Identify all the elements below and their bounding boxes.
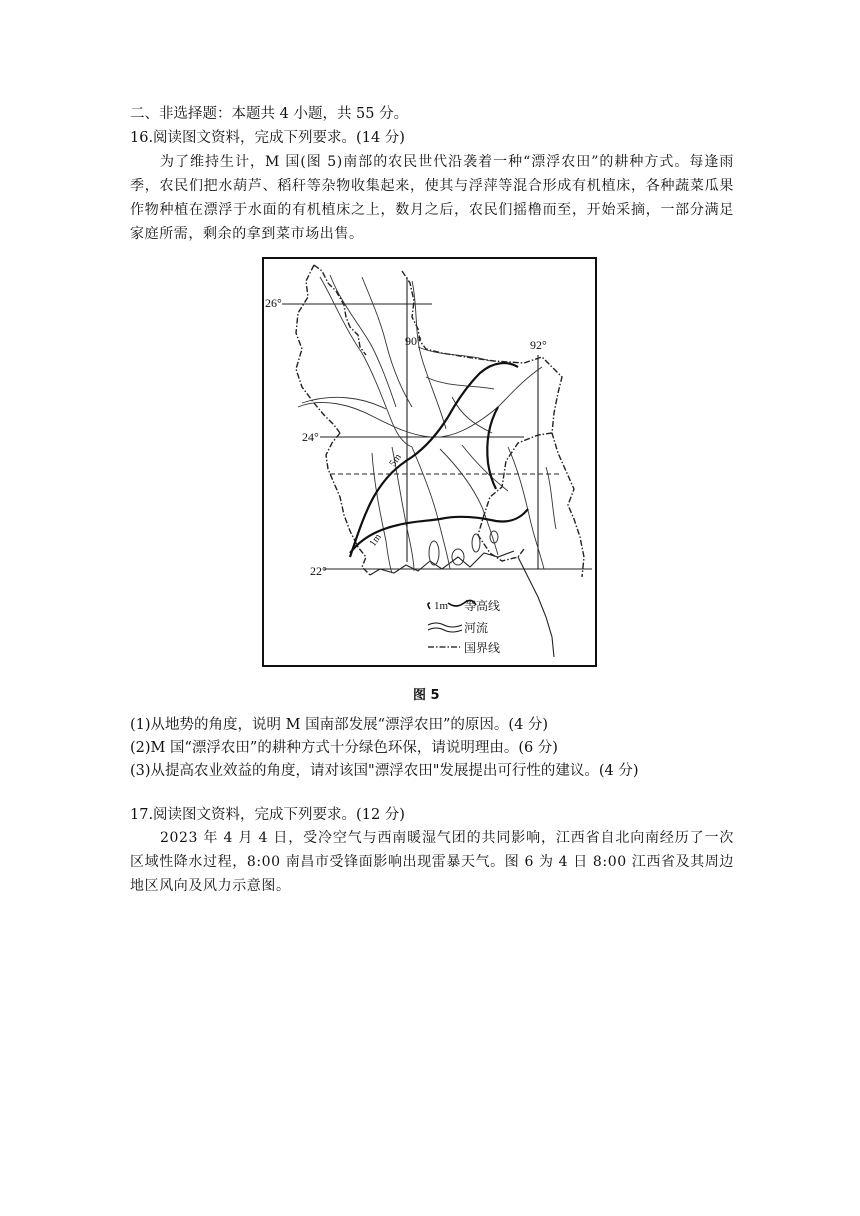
q16-question-2: (2)M 国“漂浮农田”的耕种方式十分绿色环保，请说明理由。(6 分) xyxy=(130,740,558,756)
q16-passage: 为了维持生计，M 国(图 5)南部的农民世代沿袭着一种“漂浮农田”的耕种方式。每逢雨季，农民们把水葫芦、稻秆等杂物收集起来，使其与浮萍等混合形成有机植床，各种蔬菜瓜果作物种植在漂浮于水面的有机植床之上，数月之后，农民们摇橹而至，开始采摘，一部分满足家庭所需，剩余的拿到菜市场出售。 xyxy=(130,154,734,242)
legend-contour-symbol: 1m xyxy=(434,600,449,612)
legend-contour-label: 等高线 xyxy=(464,599,501,613)
q16-question-1: (1)从地势的角度，说明 M 国南部发展“漂浮农田”的原因。(4 分) xyxy=(130,717,549,733)
lat-label-24: 24° xyxy=(302,430,319,444)
lat-label-26: 26° xyxy=(265,296,282,310)
contour-label-1m: 1m xyxy=(367,531,384,549)
lon-label-92: 92° xyxy=(530,338,547,352)
lat-label-22: 22° xyxy=(310,564,327,578)
q16-question-3: (3)从提高农业效益的角度，请对该国"漂浮农田"发展提出可行性的建议。(4 分) xyxy=(130,763,639,779)
legend-border-label: 国界线 xyxy=(464,641,501,655)
legend-river-label: 河流 xyxy=(464,621,489,635)
q17-header: 17.阅读图文资料，完成下列要求。(12 分) xyxy=(130,807,405,823)
q17-passage: 2023 年 4 月 4 日，受冷空气与西南暖湿气团的共同影响，江西省自北向南经历了一次区域性降水过程，8:00 南昌市受锋面影响出现雷暴天气。图 6 为 4 日 8:00 江西省及其周边地区风向及风力示意图。 xyxy=(130,830,734,894)
section-title: 二、非选择题：本题共 4 小题，共 55 分。 xyxy=(130,106,409,122)
figure-5-map xyxy=(262,257,597,667)
contour-label-5m: 5m xyxy=(387,451,404,469)
q16-header: 16.阅读图文资料，完成下列要求。(14 分) xyxy=(130,130,405,146)
figure-5-caption: 图 5 xyxy=(413,688,440,703)
lon-label-90: 90° xyxy=(405,334,422,348)
